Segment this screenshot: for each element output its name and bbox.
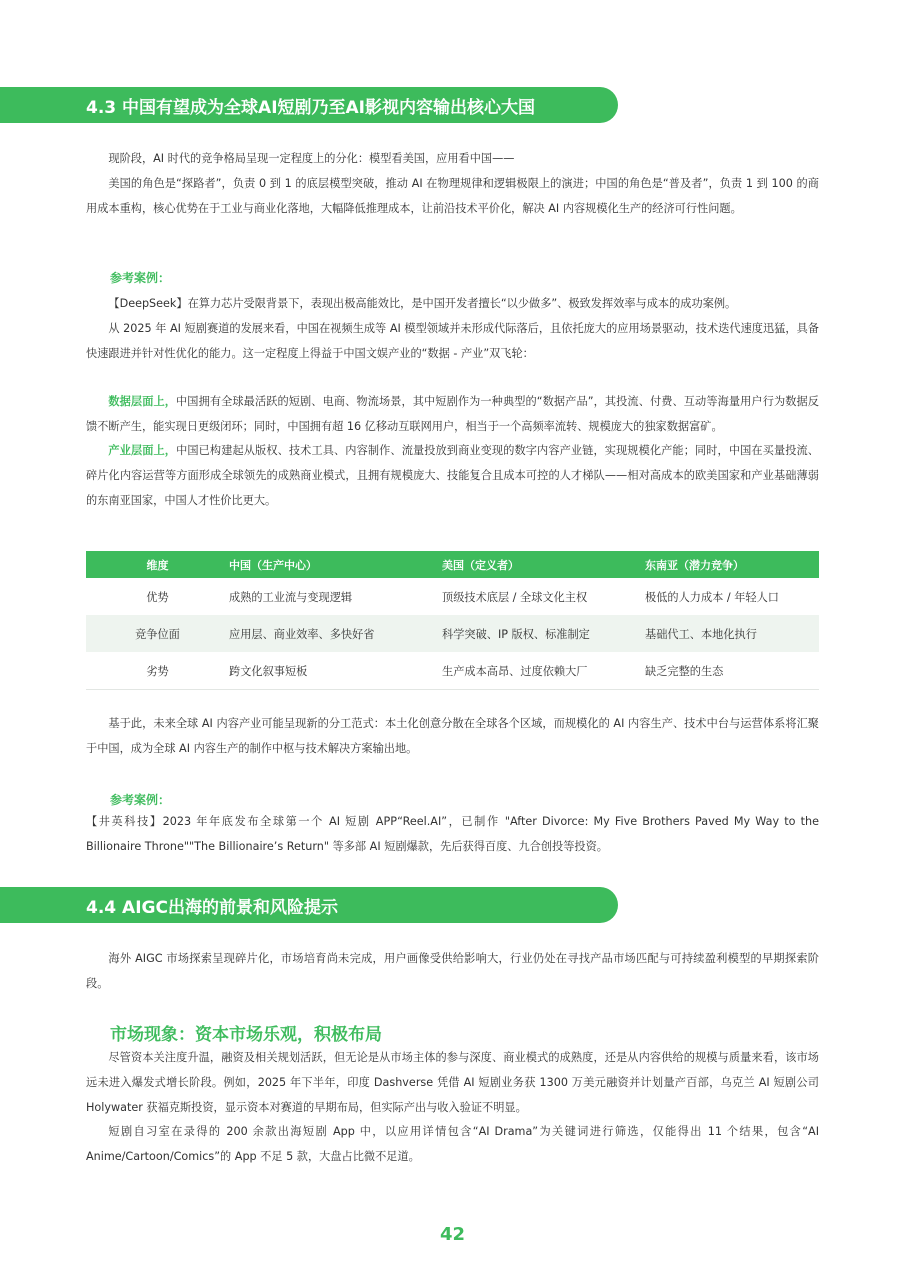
paragraph-industry-layer xyxy=(86,438,819,513)
table-header-cell: 维度 xyxy=(86,551,229,578)
data-layer-label: 数据层面上， xyxy=(108,395,177,408)
table-cell: 优势 xyxy=(146,590,169,604)
page-number: 42 xyxy=(439,1224,466,1245)
comparison-table xyxy=(86,551,819,690)
paragraph-flywheel: 从 2025 年 AI 短剧赛道的发展来看，中国在视频生成等 AI 模型领域并未形成代际落后，且依托庞大的应用场景驱动，技术迭代速度迅猛，具备快速跟进并针对性优化的能力。这一定程度上得益于中国文娱产业的“数据 - 产业”双飞轮： xyxy=(86,322,819,360)
paragraph-app-stats: 短剧自习室在录得的 200 余款出海短剧 App 中，以应用详情包含“AI Drama”为关键词进行筛选，仅能得出 11 个结果，包含“AI Anime/Cartoon/Comics”的 App 不足 5 款，大盘占比微不足道。 xyxy=(86,1125,819,1163)
data-layer-text: 中国拥有全球最活跃的短剧、电商、物流场景，其中短剧作为一种典型的“数据产品”，其投流、付费、互动等海量用户行为数据反馈不断产生，能实现日更级闭环；同时，中国拥有超 16 亿移动互联网用户，相当于一个高频率流转、规模庞大的独家数据富矿。 xyxy=(86,395,819,433)
paragraph-data-layer xyxy=(86,389,819,439)
paragraph-capital: 尽管资本关注度升温，融资及相关规划活跃，但无论是从市场主体的参与深度、商业模式的成熟度，还是从内容供给的规模与质量来看，该市场远未进入爆发式增长阶段。例如，2025 年下半年，印度 Dashverse 凭借 AI 短剧业务获 1300 万美元融资并计划量产百部，乌克兰 AI 短剧公司 Holywater 获福克斯投资，显示资本对赛道的早期布局，但实际产出与收入验证不明显。 xyxy=(86,1051,819,1114)
paragraph-intro: 现阶段，AI 时代的竞争格局呈现一定程度上的分化：模型看美国，应用看中国—— xyxy=(108,152,515,165)
paragraph-overseas-market: 海外 AIGC 市场探索呈现碎片化，市场培育尚未完成，用户画像受供给影响大，行业仍处在寻找产品市场匹配与可持续盈利模型的早期探索阶段。 xyxy=(86,952,819,990)
table-header-cell: 东南亚（潜力竞争） xyxy=(645,551,819,578)
industry-layer-text: 中国已构建起从版权、技术工具、内容制作、流量投放到商业变现的数字内容产业链，实现规模化产能；同时，中国在买量投流、碎片化内容运营等方面形成全球领先的成熟商业模式，且拥有规模庞大、技能复合且成本可控的人才梯队——相对高成本的欧美国家和产业基础薄弱的东南亚国家，中国人才性价比更大。 xyxy=(86,444,819,507)
paragraph-roles: 美国的角色是“探路者”，负责 0 到 1 的底层模型突破，推动 AI 在物理规律和逻辑极限上的演进；中国的角色是“普及者”，负责 1 到 100 的商用成本重构，核心优势在于工业与商业化落地，大幅降低推理成本，让前沿技术平价化，解决 AI 内容规模化生产的经济可行性问题。 xyxy=(86,177,819,215)
table-cell: 劣势 xyxy=(86,652,229,690)
table-cell: 缺乏完整的生态 xyxy=(645,652,819,690)
market-phenomenon-heading: 市场现象：资本市场乐观，积极布局 xyxy=(110,1025,382,1045)
table-cell: 顶级技术底层 / 全球文化主权 xyxy=(442,590,588,604)
table-cell: 生产成本高昂、过度依赖大厂 xyxy=(442,652,645,690)
section-title: 4.3 中国有望成为全球AI短剧乃至AI影视内容输出核心大国 xyxy=(86,97,535,118)
reference-case-deepseek: 【DeepSeek】在算力芯片受限背景下，表现出极高能效比，是中国开发者擅长“以少做多”、极致发挥效率与成本的成功案例。 xyxy=(108,297,737,310)
table-header-row xyxy=(86,551,819,578)
reference-case-label: 参考案例： xyxy=(110,271,171,285)
reference-case-label: 参考案例： xyxy=(110,793,171,807)
section-banner-4-4 xyxy=(0,887,618,923)
table-cell: 应用层、商业效率、多快好省 xyxy=(229,615,442,652)
table-cell: 科学突破、IP 版权、标准制定 xyxy=(442,615,645,652)
table-cell: 基础代工、本地化执行 xyxy=(645,615,819,652)
table-cell: 跨文化叙事短板 xyxy=(229,652,442,690)
table-cell: 极低的人力成本 / 年轻人口 xyxy=(645,590,779,604)
industry-layer-label: 产业层面上， xyxy=(108,444,177,457)
table-row xyxy=(86,615,819,652)
table-row xyxy=(86,652,819,690)
table-cell: 竞争位面 xyxy=(86,615,229,652)
section-banner-4-3 xyxy=(0,87,618,123)
table-row xyxy=(86,578,819,615)
paragraph-division-of-labor: 基于此，未来全球 AI 内容产业可能呈现新的分工范式：本土化创意分散在全球各个区域，而规模化的 AI 内容生产、技术中台与运营体系将汇聚于中国，成为全球 AI 内容生产的制作中枢与技术解决方案输出地。 xyxy=(86,717,819,755)
table-cell: 成熟的工业流与变现逻辑 xyxy=(229,590,353,604)
reference-case-jingying: 【井英科技】2023 年年底发布全球第一个 AI 短剧 APP“Reel.AI”，已制作 "After Divorce: My Five Brothers Paved My Way to the Billionaire Throne""The Billionaire’s Return" 等多部 AI 短剧爆款，先后获得百度、九合创投等投资。 xyxy=(86,815,819,853)
table-header-cell: 美国（定义者） xyxy=(442,551,645,578)
table-header-cell: 中国（生产中心） xyxy=(229,551,442,578)
section-title: 4.4 AIGC出海的前景和风险提示 xyxy=(86,897,338,918)
